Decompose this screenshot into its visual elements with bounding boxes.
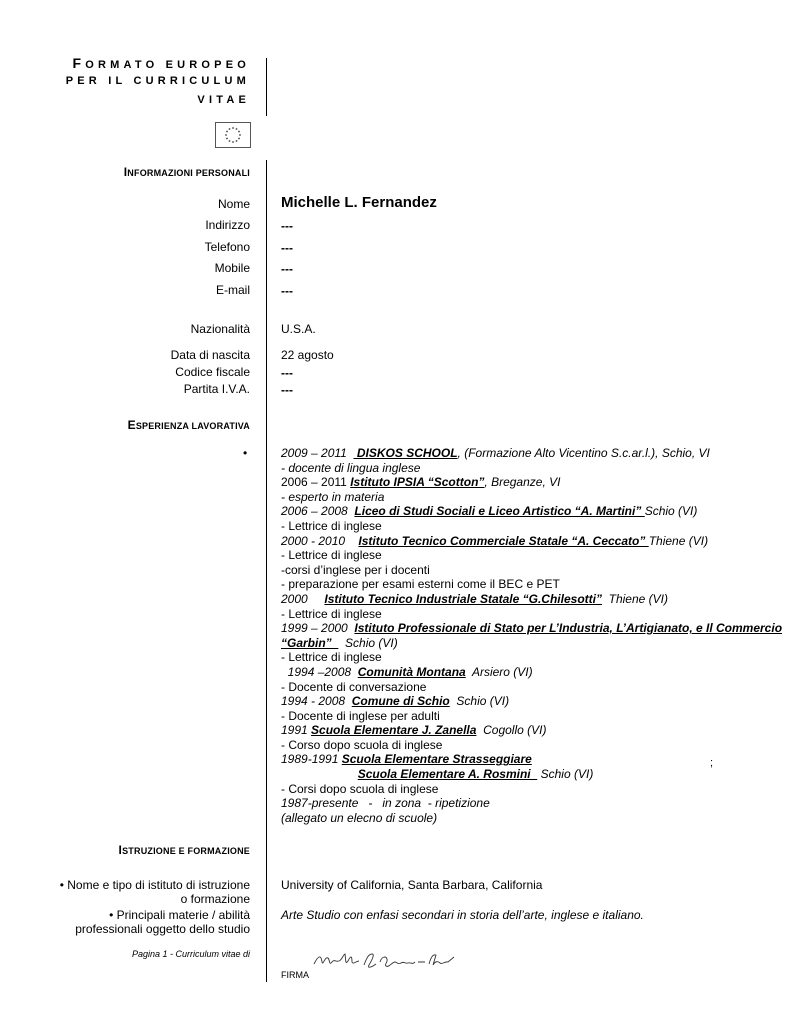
email-value: --- bbox=[281, 284, 293, 298]
experience-line bbox=[281, 446, 721, 461]
experience-text: 1994 –2008 bbox=[281, 664, 358, 679]
experience-text: Istituto Tecnico Commerciale Statale “A. Ceccato” bbox=[358, 533, 649, 548]
experience-text: -corsi d’inglese per i docenti bbox=[281, 562, 430, 577]
institution-value: University of California, Santa Barbara, California bbox=[281, 878, 543, 892]
experience-text: 1994 - 2008 bbox=[281, 694, 352, 709]
experience-text: 2000 - 2010 bbox=[281, 533, 359, 548]
experience-line bbox=[281, 475, 721, 490]
cv-title-line-1: FORMATO EUROPEO bbox=[72, 55, 250, 71]
experience-line bbox=[281, 636, 721, 651]
experience-text: Thiene (VI) bbox=[648, 533, 709, 548]
experience-line bbox=[281, 723, 721, 738]
experience-line bbox=[281, 621, 783, 636]
experience-line bbox=[281, 752, 721, 767]
experience-text: Istituto Professionale di Stato per L’Industria, L’Artigianato, e Il Commercio bbox=[354, 621, 783, 636]
experience-text: 1999 – 2000 bbox=[281, 621, 355, 636]
experience-line bbox=[281, 811, 721, 826]
experience-line bbox=[281, 519, 721, 534]
experience-text: Scuola Elementare Strasseggiare bbox=[341, 752, 532, 767]
experience-list bbox=[281, 446, 783, 825]
name-label: Nome bbox=[217, 197, 250, 211]
experience-bullet: • bbox=[243, 446, 248, 460]
stray-mark: ; bbox=[710, 757, 714, 769]
experience-text: - preparazione per esami esterni come il BEC e PET bbox=[281, 577, 560, 592]
experience-line bbox=[281, 796, 721, 811]
phone-value: --- bbox=[281, 241, 293, 255]
subjects-label: • Principali materie / abilità professionali oggetto dello studio bbox=[75, 908, 250, 936]
experience-line bbox=[281, 709, 721, 724]
experience-line bbox=[281, 534, 721, 549]
experience-text: 2006 – 2011 bbox=[281, 475, 351, 490]
experience-text: Schio (VI) bbox=[338, 635, 398, 650]
experience-line bbox=[281, 767, 721, 782]
experience-line bbox=[281, 504, 721, 519]
experience-line bbox=[281, 607, 721, 622]
experience-text: 1991 bbox=[281, 723, 312, 738]
vertical-rule-main bbox=[266, 160, 267, 982]
section-education: ISTRUZIONE E FORMAZIONE bbox=[118, 843, 250, 857]
nationality-label: Nazionalità bbox=[190, 322, 250, 336]
subjects-value: Arte Studio con enfasi secondari in storia dell’arte, inglese e italiano. bbox=[281, 908, 644, 922]
tax-code-label: Codice fiscale bbox=[175, 365, 250, 379]
experience-text: Scuola Elementare A. Rosmini bbox=[357, 767, 538, 782]
experience-text: - Lettrice di inglese bbox=[281, 548, 382, 563]
firma-label: FIRMA bbox=[281, 970, 309, 980]
experience-line bbox=[281, 665, 721, 680]
cv-title-line-2: PER IL CURRICULUM bbox=[65, 75, 250, 87]
experience-line bbox=[281, 490, 721, 505]
experience-text: - Lettrice di inglese bbox=[281, 650, 382, 665]
experience-text: - Docente di conversazione bbox=[281, 679, 427, 694]
section-personal-info: INFORMAZIONI PERSONALI bbox=[123, 165, 250, 179]
experience-line bbox=[281, 680, 721, 695]
experience-text: 2009 – 2011 bbox=[281, 446, 354, 460]
experience-text: - Corso dopo scuola di inglese bbox=[281, 737, 443, 752]
vat-value: --- bbox=[281, 383, 293, 397]
experience-text: Istituto IPSIA “Scotton” bbox=[350, 475, 485, 490]
eu-flag-icon bbox=[215, 122, 251, 148]
experience-text: - Lettrice di inglese bbox=[281, 606, 382, 621]
handwritten-signature bbox=[312, 950, 457, 979]
experience-text: , Breganze, VI bbox=[484, 475, 561, 490]
experience-text: DISKOS SCHOOL bbox=[353, 446, 458, 460]
experience-text: 2000 bbox=[281, 591, 325, 606]
experience-text: Liceo di Studi Sociali e Liceo Artistico “A. Martini” bbox=[354, 504, 645, 519]
experience-line bbox=[281, 563, 721, 578]
experience-text: - Docente di inglese per adulti bbox=[281, 708, 440, 723]
experience-text: 2006 – 2008 bbox=[281, 504, 355, 519]
cv-title-line-3: VITAE bbox=[197, 94, 250, 106]
nationality-value: U.S.A. bbox=[281, 322, 316, 336]
vertical-rule-top bbox=[266, 58, 267, 116]
experience-line bbox=[281, 738, 721, 753]
experience-text: , (Formazione Alto Vicentino S.c.ar.l.), Schio, VI bbox=[457, 446, 710, 460]
experience-line bbox=[281, 461, 721, 476]
experience-text: Schio (VI) bbox=[644, 504, 698, 519]
experience-line bbox=[281, 592, 721, 607]
birth-date-value: 22 agosto bbox=[281, 348, 334, 362]
experience-line bbox=[281, 650, 721, 665]
experience-text: “Garbin” bbox=[281, 635, 339, 650]
birth-date-label: Data di nascita bbox=[170, 348, 250, 362]
experience-text: - docente di lingua inglese bbox=[281, 460, 421, 475]
mobile-value: --- bbox=[281, 262, 293, 276]
experience-text: Thiene (VI) bbox=[601, 591, 668, 606]
section-work-experience: ESPERIENZA LAVORATIVA bbox=[127, 418, 250, 432]
institution-label: • Nome e tipo di istituto di istruzione o formazione bbox=[59, 878, 250, 906]
experience-text: - esperto in materia bbox=[281, 489, 385, 504]
experience-line bbox=[281, 782, 721, 797]
experience-text: Comunità Montana bbox=[357, 664, 466, 679]
mobile-label: Mobile bbox=[214, 261, 250, 275]
tax-code-value: --- bbox=[281, 366, 293, 380]
address-value: --- bbox=[281, 219, 293, 233]
page-footer: Pagina 1 - Curriculum vitae di bbox=[131, 949, 250, 959]
experience-line bbox=[281, 548, 721, 563]
experience-text: Comune di Schio bbox=[351, 694, 450, 709]
experience-text: (allegato un elecno di scuole) bbox=[281, 810, 438, 825]
experience-text: 1989-1991 bbox=[281, 752, 342, 767]
experience-text: Arsiero (VI) bbox=[465, 664, 533, 679]
vat-label: Partita I.V.A. bbox=[183, 382, 250, 396]
experience-text: Schio (VI) bbox=[449, 694, 510, 709]
experience-text: - Lettrice di inglese bbox=[281, 518, 382, 533]
experience-text: - Corsi dopo scuola di inglese bbox=[281, 781, 439, 796]
experience-line bbox=[281, 694, 721, 709]
experience-text: Cogollo (VI) bbox=[476, 723, 547, 738]
experience-text: Scuola Elementare J. Zanella bbox=[311, 723, 477, 738]
email-label: E-mail bbox=[215, 283, 250, 297]
address-label: Indirizzo bbox=[205, 218, 250, 232]
experience-text bbox=[281, 767, 358, 781]
experience-text: Istituto Tecnico Industriale Statale “G.Chilesotti” bbox=[324, 591, 602, 606]
name-value: Michelle L. Fernandez bbox=[281, 194, 437, 211]
experience-text: Schio (VI) bbox=[537, 767, 594, 782]
experience-line bbox=[281, 577, 721, 592]
experience-text: 1987-presente - in zona - ripetizione bbox=[281, 796, 490, 811]
phone-label: Telefono bbox=[204, 240, 250, 254]
